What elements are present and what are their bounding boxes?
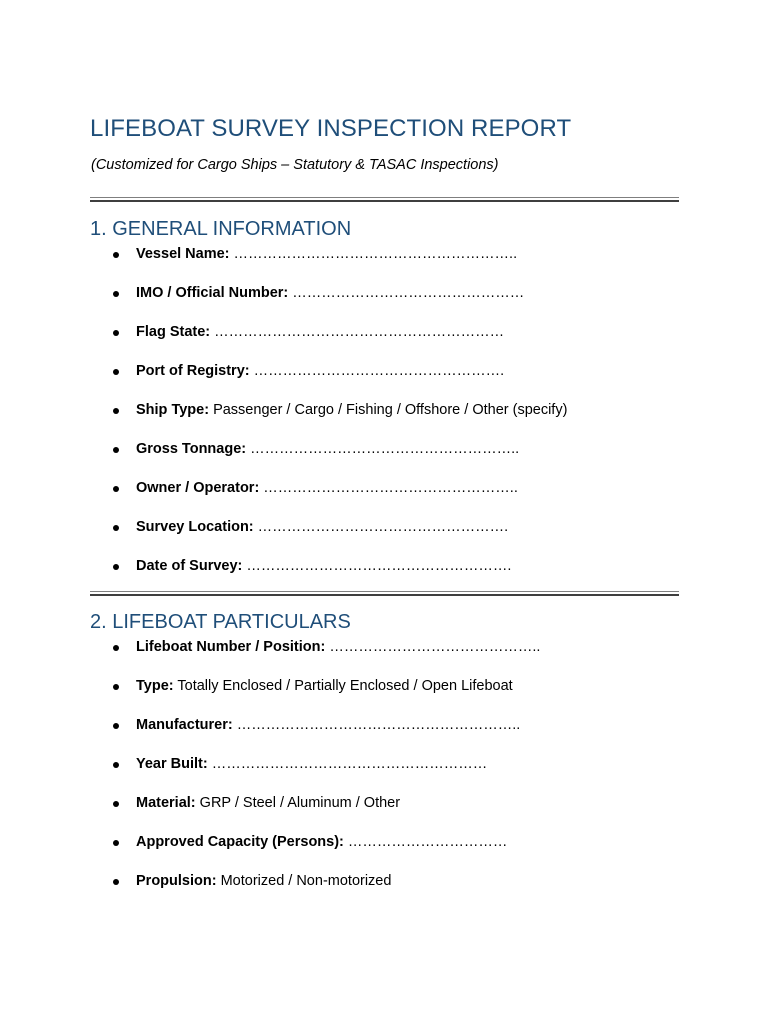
field-value: ……………………………………………………: [210, 324, 505, 340]
bullet-icon: [113, 645, 119, 651]
field-value: ……………………………: [343, 834, 508, 850]
field-value: …………………………………………….: [253, 519, 509, 535]
field-value: ……………………………………………..: [259, 480, 518, 496]
field-label: Flag State:: [136, 324, 211, 340]
bullet-icon: [113, 723, 119, 729]
bullet-icon: [113, 525, 119, 531]
section-divider: [90, 591, 679, 596]
field-label: Year Built:: [136, 756, 208, 772]
field-value: …………………………………………: [288, 285, 525, 301]
field-label: Approved Capacity (Persons):: [136, 834, 344, 850]
bullet-icon: [113, 291, 119, 297]
field-label: Propulsion:: [136, 873, 217, 889]
bullet-icon: [113, 447, 119, 453]
field-value: …………………………………………….: [249, 363, 505, 379]
bullet-icon: [113, 369, 119, 375]
field-value: …………………………………………………: [207, 756, 488, 772]
field-value: GRP / Steel / Aluminum / Other: [195, 795, 401, 811]
field-label: Port of Registry:: [136, 363, 250, 379]
bullet-icon: [113, 564, 119, 570]
bullet-icon: [113, 684, 119, 690]
bullet-icon: [113, 330, 119, 336]
bullet-icon: [113, 840, 119, 846]
field-label: Gross Tonnage:: [136, 441, 247, 457]
bullet-icon: [113, 252, 119, 258]
field-value: ……………………………………..: [325, 639, 541, 655]
field-value: Totally Enclosed / Partially Enclosed / Open Lifeboat: [173, 678, 513, 694]
field-label: Lifeboat Number / Position:: [136, 639, 326, 655]
field-label: Manufacturer:: [136, 717, 233, 733]
field-label: Vessel Name:: [136, 246, 230, 262]
field-value: Motorized / Non-motorized: [216, 873, 392, 889]
bullet-icon: [113, 486, 119, 492]
field-label: Ship Type:: [136, 402, 210, 418]
field-label: Owner / Operator:: [136, 480, 260, 496]
field-label: Date of Survey:: [136, 558, 243, 574]
section-heading-lifeboat-particulars: 2. LIFEBOAT PARTICULARS: [90, 611, 351, 633]
section-divider: [90, 197, 679, 202]
section-heading-general-information: 1. GENERAL INFORMATION: [90, 218, 352, 240]
field-value: Passenger / Cargo / Fishing / Offshore / Other (specify): [209, 402, 568, 418]
field-value: ………………………………………………..: [246, 441, 520, 457]
field-label: Material:: [136, 795, 196, 811]
document-subtitle: (Customized for Cargo Ships – Statutory & TASAC Inspections): [91, 157, 499, 173]
field-value: …………………………………………………..: [232, 717, 521, 733]
field-label: Survey Location:: [136, 519, 254, 535]
field-label: Type:: [136, 678, 174, 694]
field-value: …………………………………………………..: [229, 246, 518, 262]
bullet-icon: [113, 801, 119, 807]
field-value: ……………………………………………….: [242, 558, 512, 574]
bullet-icon: [113, 762, 119, 768]
bullet-icon: [113, 879, 119, 885]
bullet-icon: [113, 408, 119, 414]
field-label: IMO / Official Number:: [136, 285, 289, 301]
document-title: LIFEBOAT SURVEY INSPECTION REPORT: [90, 115, 572, 142]
